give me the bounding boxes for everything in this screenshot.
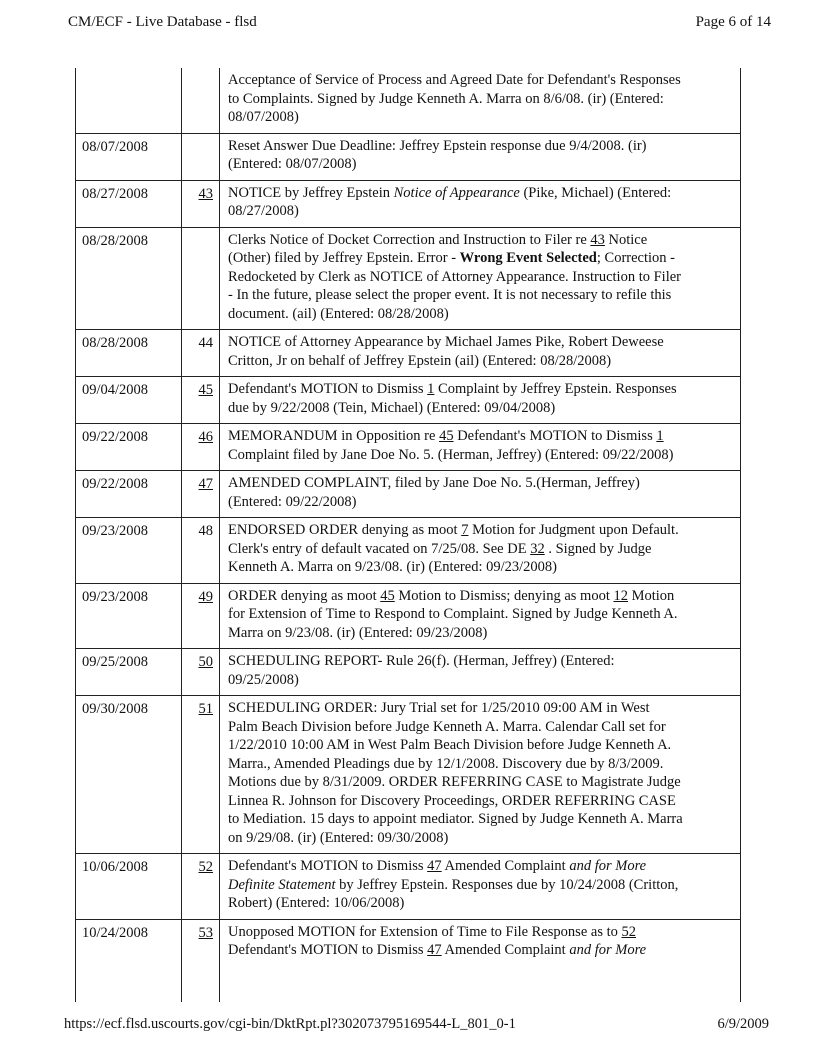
entry-date: 08/27/2008 bbox=[76, 181, 182, 227]
entry-number bbox=[182, 134, 220, 180]
table-row bbox=[76, 134, 740, 181]
docket-link[interactable]: 52 bbox=[621, 923, 636, 940]
entry-number bbox=[182, 68, 220, 133]
entry-date bbox=[76, 68, 182, 133]
entry-date: 09/30/2008 bbox=[76, 696, 182, 853]
entry-date: 09/22/2008 bbox=[76, 424, 182, 470]
table-row bbox=[76, 471, 740, 518]
entry-text: AMENDED COMPLAINT, filed by Jane Doe No. 5.(Herman, Jeffrey) (Entered: 09/22/2008) bbox=[228, 475, 640, 510]
entry-number-link[interactable]: 45 bbox=[182, 377, 220, 423]
docket-link[interactable]: 47 bbox=[427, 858, 442, 874]
docket-link[interactable]: 1 bbox=[427, 381, 435, 397]
page-header-title: CM/ECF - Live Database - flsd bbox=[68, 14, 257, 30]
entry-date: 10/24/2008 bbox=[76, 920, 182, 1002]
entry-date: 09/22/2008 bbox=[76, 471, 182, 517]
entry-text: Defendant's MOTION to Dismiss 1 Complaint by Jeffrey Epstein. Responses due by 9/22/2008 (Tein, Michael) (Entered: 09/04/2008) bbox=[228, 381, 677, 416]
table-row bbox=[76, 920, 740, 1002]
entry-date: 08/28/2008 bbox=[76, 330, 182, 376]
entry-text: ORDER denying as moot 45 Motion to Dismiss; denying as moot 12 Motion for Extension of Time to Respond to Complaint. Signed by Judge Kenneth A. Marra on 9/23/08. (ir) (Entered: 09/23/2008) bbox=[228, 587, 678, 641]
docket-link[interactable]: 45 bbox=[380, 587, 395, 604]
entry-date: 08/07/2008 bbox=[76, 134, 182, 180]
entry-date: 10/06/2008 bbox=[76, 854, 182, 919]
docket-link[interactable]: 43 bbox=[590, 231, 605, 248]
entry-number bbox=[182, 228, 220, 330]
docket-link[interactable]: 1 bbox=[656, 428, 664, 444]
entry-text: Acceptance of Service of Process and Agreed Date for Defendant's Responses to Complaints. Signed by Judge Kenneth A. Marra on 8/6/08. (ir) (Entered: 08/07/2008) bbox=[228, 72, 681, 125]
docket-link[interactable]: 12 bbox=[613, 587, 628, 604]
entry-date: 09/23/2008 bbox=[76, 518, 182, 583]
footer-date: 6/9/2009 bbox=[717, 1016, 769, 1032]
entry-text: Unopposed MOTION for Extension of Time to File Response as to 52 Defendant's MOTION to Dismiss 47 Amended Complaint and for More bbox=[228, 923, 647, 958]
entry-date: 09/23/2008 bbox=[76, 584, 182, 649]
entry-number-link[interactable]: 51 bbox=[182, 696, 220, 853]
table-row bbox=[76, 518, 740, 584]
footer-url: https://ecf.flsd.uscourts.gov/cgi-bin/DktRpt.pl?302073795169544-L_801_0-1 bbox=[64, 1016, 516, 1032]
entry-number-link[interactable]: 46 bbox=[182, 424, 220, 470]
table-row bbox=[76, 854, 740, 920]
entry-text: NOTICE by Jeffrey Epstein Notice of Appearance (Pike, Michael) (Entered: 08/27/2008) bbox=[228, 184, 672, 219]
table-row bbox=[76, 377, 740, 424]
entry-text: NOTICE of Attorney Appearance by Michael James Pike, Robert Deweese Critton, Jr on behalf of Jeffrey Epstein (ail) (Entered: 08/28/2008) bbox=[228, 334, 664, 369]
entry-date: 09/04/2008 bbox=[76, 377, 182, 423]
entry-number: 44 bbox=[182, 330, 220, 376]
page-number: Page 6 of 14 bbox=[695, 14, 771, 30]
table-row bbox=[76, 330, 740, 377]
entry-text: MEMORANDUM in Opposition re 45 Defendant's MOTION to Dismiss 1 Complaint filed by Jane Doe No. 5. (Herman, Jeffrey) (Entered: 09/22/2008) bbox=[228, 428, 674, 463]
entry-date: 09/25/2008 bbox=[76, 649, 182, 695]
entry-text: Clerks Notice of Docket Correction and Instruction to Filer re 43 Notice (Other) filed by Jeffrey Epstein. Error - Wrong Event Selected; Correction - Redocketed by Clerk as NOTICE of Attorney Appearance. Instruction to Filer - In the future, please select the proper event. It is not necessary to refile this document. (ail) (Entered: 08/28/2008) bbox=[228, 231, 682, 322]
table-row bbox=[76, 649, 740, 696]
table-row bbox=[76, 584, 740, 650]
entry-number-link[interactable]: 52 bbox=[182, 854, 220, 919]
entry-number-link[interactable]: 47 bbox=[182, 471, 220, 517]
entry-date: 08/28/2008 bbox=[76, 228, 182, 330]
table-row bbox=[76, 424, 740, 471]
table-row bbox=[76, 228, 740, 331]
entry-number-link[interactable]: 43 bbox=[182, 181, 220, 227]
entry-number-link[interactable]: 50 bbox=[182, 649, 220, 695]
entry-number-link[interactable]: 49 bbox=[182, 584, 220, 649]
table-row bbox=[76, 181, 740, 228]
table-row bbox=[76, 696, 740, 854]
docket-link[interactable]: 7 bbox=[461, 522, 469, 538]
docket-link[interactable]: 32 bbox=[530, 540, 545, 557]
entry-text: ENDORSED ORDER denying as moot 7 Motion for Judgment upon Default. Clerk's entry of default vacated on 7/25/08. See DE 32 . Signed by Judge Kenneth A. Marra on 9/23/08. (ir) (Entered: 09/23/2008) bbox=[228, 522, 679, 575]
entry-text: SCHEDULING ORDER: Jury Trial set for 1/25/2010 09:00 AM in West Palm Beach Division before Judge Kenneth A. Marra. Calendar Call set for 1/22/2010 10:00 AM in West Palm Beach Division before Judge Kenneth A. Marra., Amended Pleadings due by 12/1/2008. Discovery due by 8/3/2009. Motions due by 8/31/2009. ORDER REFERRING CASE to Magistrate Judge Linnea R. Johnson for Discovery Proceedings, ORDER REFERRING CASE to Mediation. 15 days to appoint mediator. Signed by Judge Kenneth A. Marra on 9/29/08. (ir) (Entered: 09/30/2008) bbox=[228, 700, 683, 846]
entry-text: SCHEDULING REPORT- Rule 26(f). (Herman, Jeffrey) (Entered: 09/25/2008) bbox=[228, 653, 615, 688]
entry-number: 48 bbox=[182, 518, 220, 583]
docket-link[interactable]: 45 bbox=[439, 428, 454, 444]
entry-number-link[interactable]: 53 bbox=[182, 920, 220, 1002]
entry-text: Reset Answer Due Deadline: Jeffrey Epstein response due 9/4/2008. (ir) (Entered: 08/07/2008) bbox=[228, 137, 647, 172]
docket-link[interactable]: 47 bbox=[427, 942, 442, 958]
table-row bbox=[76, 68, 740, 134]
entry-text: Defendant's MOTION to Dismiss 47 Amended Complaint and for More Definite Statement by Jeffrey Epstein. Responses due by 10/24/2008 (Critton, Robert) (Entered: 10/06/2008) bbox=[228, 858, 679, 911]
docket-table bbox=[75, 68, 741, 1002]
